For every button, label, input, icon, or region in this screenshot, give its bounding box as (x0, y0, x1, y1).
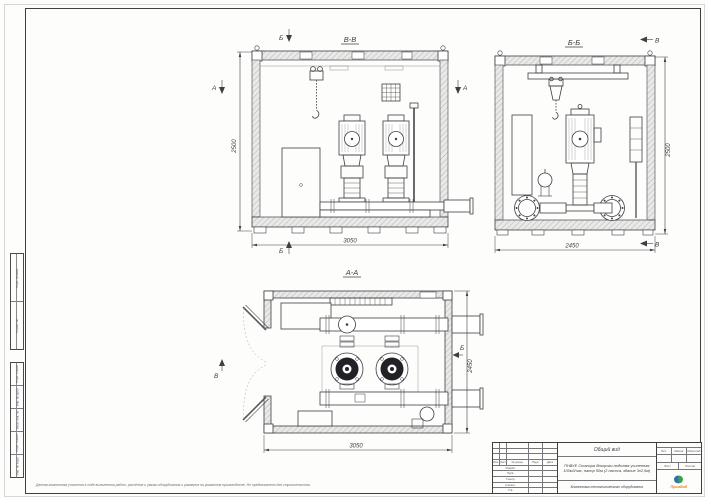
revision-table (493, 443, 558, 493)
role-label: Н.контр. (493, 483, 529, 488)
svg-text:Б-Б: Б-Б (567, 38, 581, 47)
scale-label: Масштаб (687, 449, 701, 453)
svg-text:В: В (655, 241, 660, 249)
side-stamp-lower (10, 362, 24, 478)
svg-text:2450: 2450 (565, 243, 579, 250)
side-stamp-cell (11, 455, 23, 477)
side-stamp-label: Взам. инв. № (15, 410, 19, 430)
sheet-footnote: Данная компоновка уточнена в ходе выполнения работ, расчётов и увязки оборудования и размеров на указанном производстве. Не предназначено для строительства. (36, 483, 311, 487)
document-name (558, 457, 656, 481)
rev-header: № докум. (507, 460, 529, 465)
side-stamp-label: Перв. примен. (15, 267, 20, 288)
section-mark-a-right (455, 80, 467, 94)
front-width-dimension (252, 233, 448, 248)
view-front-section (211, 29, 473, 255)
side-height-dimension (655, 57, 672, 234)
plan-pump-2 (376, 353, 408, 385)
view-side-section (495, 37, 672, 254)
side-width-dimension (495, 236, 655, 253)
side-section-label (565, 38, 583, 47)
side-stamp-label: Инв. № подл. (15, 456, 19, 476)
side-stamp-label: Подп. и дата (15, 365, 20, 383)
electrical-cabinet-side (512, 115, 532, 195)
side-stamp-cell (11, 363, 23, 386)
front-height-dimension (232, 52, 252, 231)
lit-label: Лит. (657, 448, 672, 454)
membrane-tank (538, 169, 552, 196)
svg-text:2500: 2500 (666, 143, 672, 157)
svg-text:Б: Б (279, 35, 284, 42)
title-block (492, 442, 702, 494)
plan-depth-dimension (454, 291, 474, 433)
suction-flange (515, 196, 540, 221)
front-section-label (341, 35, 359, 44)
section-mark-b-plan (453, 345, 465, 358)
svg-text:2500: 2500 (232, 139, 238, 153)
svg-text:Б: Б (279, 248, 284, 255)
mass-label: Масса (672, 448, 687, 454)
rev-header: Лист (500, 460, 506, 464)
wall-louver-side (630, 117, 642, 218)
document-designation: Общий вид (558, 443, 656, 457)
sheets-label: Листов (685, 464, 696, 468)
view-plan (214, 268, 483, 453)
role-row (493, 488, 557, 493)
side-stamp-cell (11, 432, 23, 455)
svg-text:А: А (463, 85, 468, 92)
svg-text:Б: Б (460, 345, 465, 352)
pump-unit-2 (383, 115, 409, 202)
electrical-cabinet-front (282, 148, 320, 217)
side-stamp-cell (11, 386, 23, 409)
manifold-front (320, 198, 473, 217)
svg-text:3050: 3050 (349, 443, 363, 450)
plan-label (343, 268, 361, 277)
sheet-count-row (657, 463, 701, 470)
side-stamp-label: Инв. № дубл. (15, 387, 20, 407)
document-name-column (558, 443, 657, 493)
side-piping (540, 203, 612, 213)
side-stamp-cell (11, 302, 23, 349)
document-name-line1: ПНВУЕ Станция Второго подъема усиленная (564, 462, 650, 468)
section-mark-v-plan (214, 359, 225, 380)
document-name-line2: 100м3/час, напор 50м (2 насоса, здание 3х2,5м) (563, 467, 651, 473)
plan-table (298, 411, 332, 426)
svg-text:3050: 3050 (343, 238, 357, 245)
company-logo-icon (673, 475, 684, 484)
side-stamp-upper (10, 253, 24, 350)
hoist-chain-block (310, 67, 323, 119)
company-logo-text: ПромВод (670, 484, 688, 489)
sheet-label: Лист (657, 463, 680, 469)
side-stamp-label: Подп. и дата (15, 434, 20, 452)
plan-floor-drain (412, 407, 434, 428)
svg-text:В: В (214, 373, 219, 380)
company-logo-cell (657, 470, 701, 493)
title-block-right (657, 443, 701, 493)
role-label: Разраб. (493, 466, 529, 471)
svg-text:В: В (655, 37, 660, 45)
section-mark-b-bottom (279, 241, 292, 255)
lit-mass-scale-values (657, 455, 701, 463)
section-mark-a-left (211, 80, 225, 94)
vent-grille-front (382, 84, 400, 101)
section-mark-v-top (640, 37, 660, 45)
plan-grille (330, 298, 392, 305)
side-stamp-cell (11, 409, 23, 432)
pump-unit-side (566, 105, 601, 212)
lit-mass-scale-header (657, 448, 701, 455)
role-label: Пров. (493, 471, 529, 476)
plan-manifold-top (320, 314, 483, 347)
svg-text:2450: 2450 (468, 359, 474, 373)
crane-beam (528, 65, 628, 119)
role-label: Т.контр. (493, 477, 529, 482)
rev-header: Подп. (529, 460, 543, 465)
role-label: Утв. (493, 488, 529, 493)
plan-width-dimension (264, 435, 452, 453)
side-stamp-cell (11, 254, 23, 302)
rev-header: Дата (547, 460, 553, 464)
svg-text:В-В: В-В (343, 35, 357, 44)
section-mark-v-bottom (640, 241, 660, 249)
standpipe (410, 103, 418, 217)
svg-text:А-А: А-А (345, 268, 359, 277)
svg-text:А: А (212, 85, 217, 92)
document-subtitle: Компоновка технологического оборудования (570, 485, 644, 489)
rev-header: Изм. (493, 460, 499, 464)
plan-pump-1 (331, 353, 363, 385)
pump-unit-1 (339, 115, 365, 202)
side-stamp-label: Справ. № (15, 318, 20, 333)
section-mark-b-top (279, 29, 292, 42)
plan-manifold-bottom (320, 384, 483, 409)
